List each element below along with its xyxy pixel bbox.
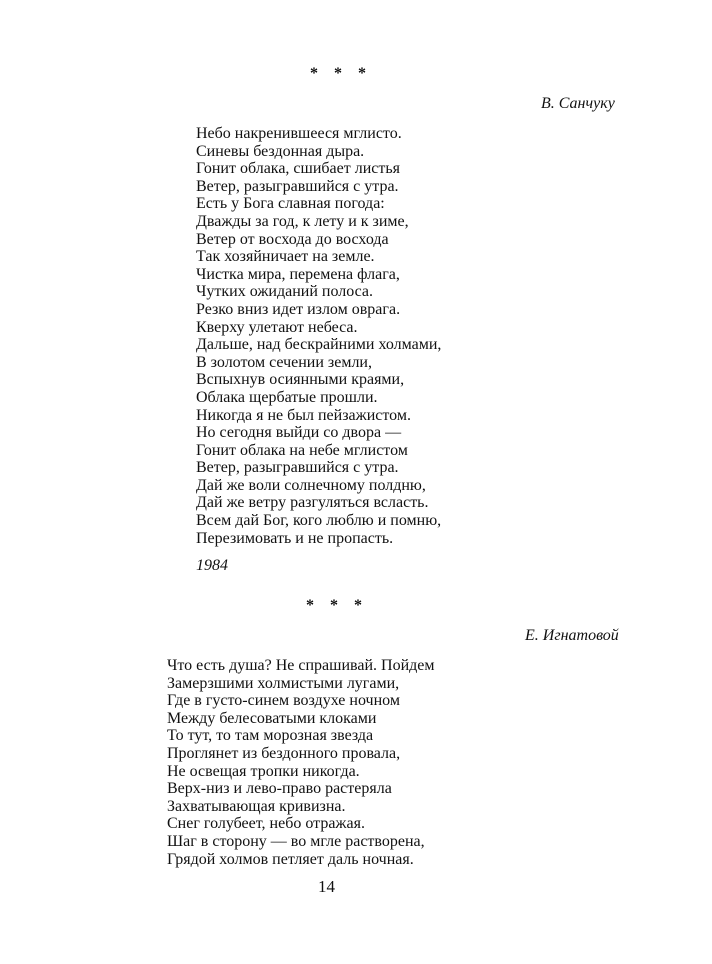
poem-line: Проглянет из бездонного провала, (167, 744, 401, 762)
poem-line: Дважды за год, к лету и к зиме, (196, 212, 409, 230)
poem-line: Синевы бездонная дыра. (196, 142, 365, 160)
poem-line: Шаг в сторону — во мгле растворена, (167, 832, 425, 850)
poem-line: Всем дай Бог, кого люблю и помню, (196, 512, 442, 530)
poem-2-dedication: Е. Игнатовой (525, 627, 619, 644)
poem-line: Грядой холмов петляет даль ночная. (167, 850, 414, 868)
poem-line: То тут, то там морозная звезда (167, 727, 374, 745)
poem-line: Гонит облака на небе мглистом (196, 441, 408, 459)
poem-line: Дай же ветру разгуляться всласть. (196, 494, 429, 512)
poem-1-dedication: В. Санчуку (541, 95, 615, 112)
poem-line: Что есть душа? Не спрашивай. Пойдем (167, 657, 435, 674)
poem-line: Кверху улетают небеса. (196, 318, 358, 336)
poem-line: Ветер, разыгравшийся с утра. (196, 459, 399, 477)
poem-line: Так хозяйничает на земле. (196, 248, 375, 266)
poem-line: Никогда я не был пейзажистом. (196, 406, 411, 424)
poem-line: Перезимовать и не пропасть. (196, 529, 394, 547)
poem-line: Ветер, разыгравшийся с утра. (196, 177, 399, 195)
poem-line: Где в густо-синем воздухе ночном (167, 692, 400, 710)
page-number: 14 (318, 877, 335, 896)
poem-line: Гонит облака, сшибает листья (196, 160, 401, 178)
poem-line: Есть у Бога славная погода: (196, 195, 385, 213)
poem-line: Между белесоватыми клоками (167, 709, 377, 727)
poem-line: Чутких ожиданий полоса. (196, 283, 374, 301)
poem-2-asterism: * * * (306, 597, 368, 614)
poem-line: Дай же воли солнечному полдню, (196, 476, 426, 494)
poem-line: Дальше, над бескрайними холмами, (196, 336, 442, 354)
poem-line: Замерзшими холмистыми лугами, (167, 674, 400, 692)
poem-1-year: 1984 (196, 557, 228, 574)
poem-line: В золотом сечении земли, (196, 353, 372, 371)
poem-line: Снег голубеет, небо отражая. (167, 815, 365, 833)
poem-line: Вспыхнув осиянными краями, (196, 371, 405, 389)
poem-line: Ветер от восхода до восхода (196, 230, 389, 248)
poem-2-body (167, 657, 435, 868)
poem-line: Облака щербатые прошли. (196, 388, 378, 406)
poem-line: Верх-низ и лево-право растеряла (167, 780, 392, 798)
poem-1-asterism: * * * (310, 65, 372, 82)
poem-line: Захватывающая кривизна. (167, 797, 346, 815)
poem-1-body (196, 125, 441, 547)
poem-line: Не освещая тропки никогда. (167, 762, 360, 780)
poem-line: Небо накренившееся мглисто. (196, 125, 402, 142)
poem-line: Резко вниз идет излом оврага. (196, 300, 401, 318)
poem-line: Но сегодня выйди со двора — (196, 424, 402, 442)
poem-line: Чистка мира, перемена флага, (196, 265, 400, 283)
